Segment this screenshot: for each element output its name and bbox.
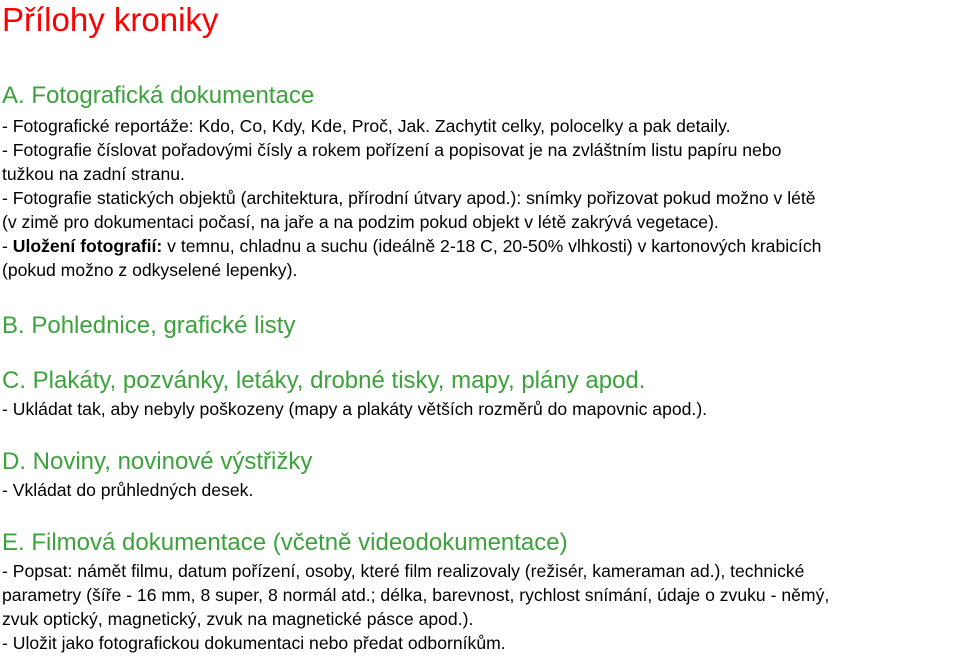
section-a-storage-line — [2, 234, 957, 258]
section-a-line-4: - Fotografie statických objektů (architektura, přírodní útvary apod.): snímky pořizovat pokud možno v létě — [2, 188, 816, 208]
section-a-line-1: - Fotografické reportáže: Kdo, Co, Kdy, Kde, Proč, Jak. Zachytit celky, polocelky a pak detaily. — [2, 116, 731, 136]
storage-label: Uložení fotografií: — [12, 236, 163, 256]
section-e-line-1: - Popsat: námět filmu, datum pořízení, osoby, které film realizovaly (režisér, kameraman ad.), technické — [2, 561, 805, 581]
section-c-line-1: - Ukládat tak, aby nebyly poškozeny (mapy a plakáty větších rozměrů do mapovnic apod.). — [2, 399, 708, 419]
section-c-text — [2, 397, 957, 421]
section-b-heading: B. Pohlednice, grafické listy — [2, 312, 296, 339]
section-d-line-1: - Vkládat do průhledných desek. — [2, 480, 254, 500]
section-a-heading: A. Fotografická dokumentace — [2, 82, 315, 109]
section-c-heading: C. Plakáty, pozvánky, letáky, drobné tisky, mapy, plány apod. — [2, 367, 646, 394]
page-title: Přílohy kroniky — [2, 1, 219, 38]
section-e-line-2: parametry (šíře - 16 mm, 8 super, 8 normál atd.; délka, barevnost, rychlost snímání, údaje o zvuku - němý, — [2, 585, 830, 605]
storage-prefix: - — [2, 236, 13, 256]
section-a-text — [2, 114, 957, 282]
storage-text: v temnu, chladnu a suchu (ideálně 2-18 C, 20-50% vlhkosti) v kartonových krabicích — [162, 236, 822, 256]
section-e-heading: E. Filmová dokumentace (včetně videodokumentace) — [2, 529, 568, 556]
section-a-line-2: - Fotografie číslovat pořadovými čísly a rokem pořízení a popisovat je na zvláštním listu papíru nebo — [2, 140, 782, 160]
section-a-line-3: tužkou na zadní stranu. — [2, 164, 185, 184]
section-e-line-3: zvuk optický, magnetický, zvuk na magnetické pásce apod.). — [2, 609, 474, 629]
section-e-text — [2, 559, 957, 655]
section-e-line-4: - Uložit jako fotografickou dokumentaci nebo předat odborníkům. — [2, 633, 506, 653]
section-d-heading: D. Noviny, novinové výstřižky — [2, 448, 313, 475]
section-a-line-5: (v zimě pro dokumentaci počasí, na jaře a na podzim pokud objekt v létě zakrývá vegetace). — [2, 212, 719, 232]
section-a-storage-line-2: (pokud možno z odkyselené lepenky). — [2, 260, 298, 280]
section-d-text — [2, 478, 957, 502]
